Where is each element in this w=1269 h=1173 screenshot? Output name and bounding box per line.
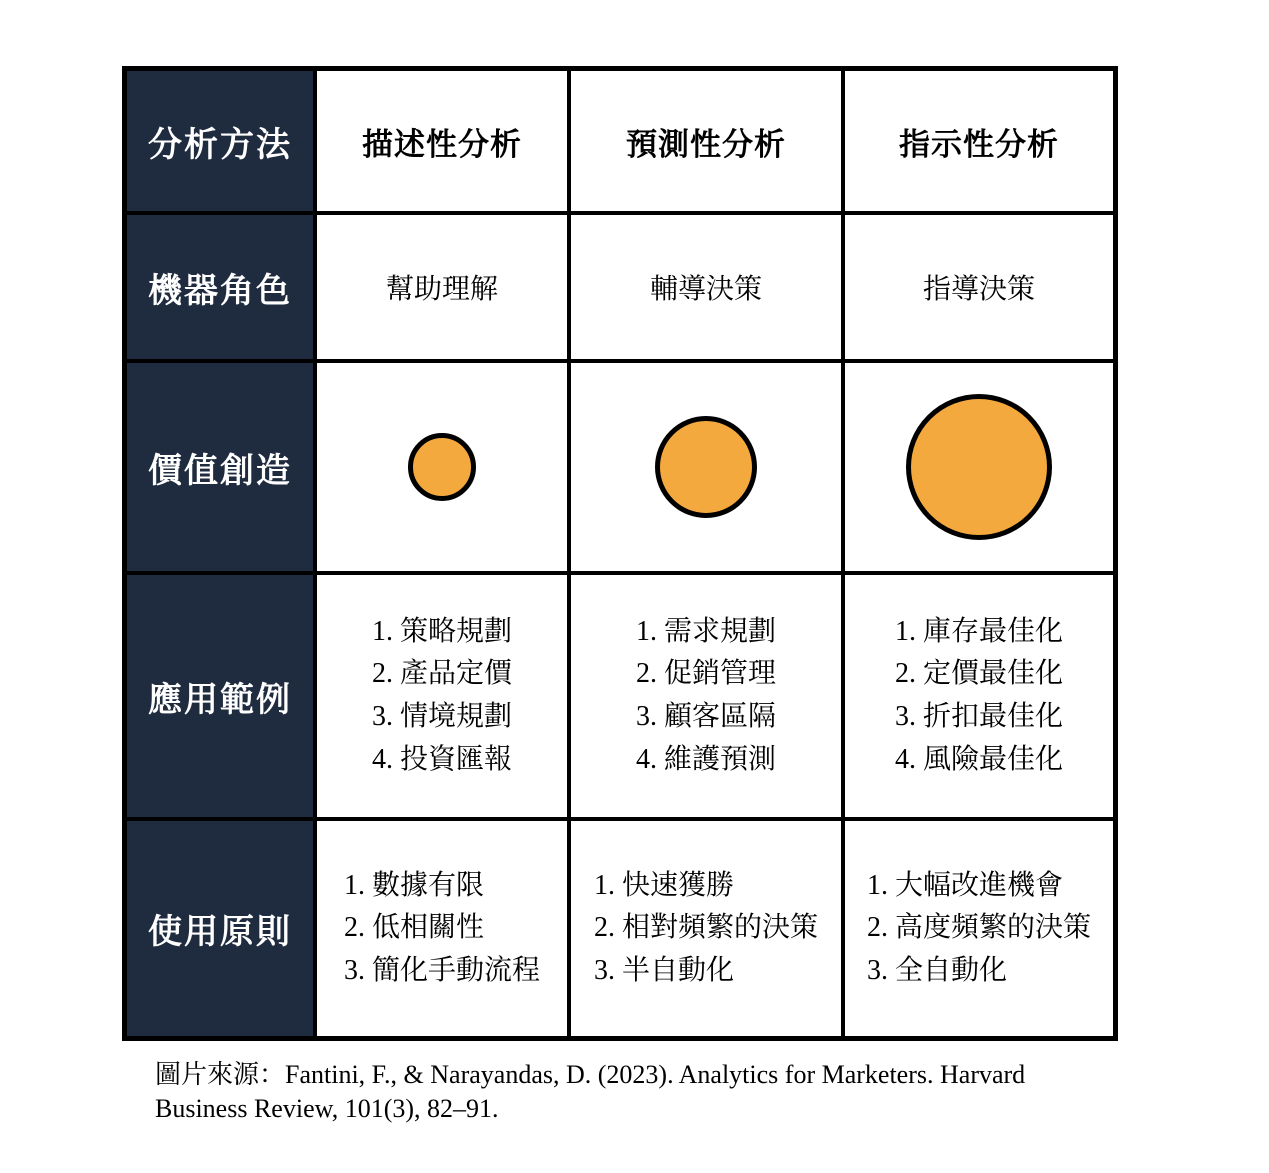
row-label-text: 應用範例	[148, 680, 292, 719]
principles-descriptive	[317, 821, 567, 1036]
machine-role-prescriptive	[845, 215, 1113, 359]
machine-role-predictive	[571, 215, 841, 359]
value-circle-medium	[655, 416, 757, 518]
column-header-predictive	[571, 71, 841, 211]
value-creation-prescriptive	[845, 363, 1113, 571]
column-header-text: 指示性分析	[899, 126, 1059, 162]
value-circle-large	[906, 394, 1052, 540]
applications-list: 1. 需求規劃 2. 促銷管理 3. 顧客區隔 4. 維護預測	[635, 615, 776, 775]
row-label-applications	[127, 575, 313, 817]
value-creation-descriptive	[317, 363, 567, 571]
column-header-prescriptive	[845, 71, 1113, 211]
applications-list: 1. 庫存最佳化 2. 定價最佳化 3. 折扣最佳化 4. 風險最佳化	[894, 615, 1063, 775]
machine-role-text: 輔導決策	[649, 274, 762, 305]
row-label-principles	[127, 821, 313, 1036]
applications-prescriptive	[845, 575, 1113, 817]
value-circle-small	[408, 433, 476, 501]
machine-role-text: 幫助理解	[385, 274, 498, 305]
applications-descriptive	[317, 575, 567, 817]
machine-role-descriptive	[317, 215, 567, 359]
machine-role-text: 指導決策	[922, 274, 1035, 305]
principles-prescriptive	[845, 821, 1113, 1036]
row-label-machine-role	[127, 215, 313, 359]
row-label-text: 分析方法	[148, 125, 292, 164]
value-creation-predictive	[571, 363, 841, 571]
column-header-text: 描述性分析	[362, 126, 522, 162]
column-header-descriptive	[317, 71, 567, 211]
row-label-text: 機器角色	[148, 271, 292, 310]
principles-list: 1. 快速獲勝 2. 相對頻繁的決策 3. 半自動化	[593, 869, 818, 986]
applications-list: 1. 策略規劃 2. 產品定價 3. 情境規劃 4. 投資匯報	[371, 615, 512, 775]
principles-list: 1. 大幅改進機會 2. 高度頻繁的決策 3. 全自動化	[866, 869, 1091, 986]
analytics-comparison-table	[122, 66, 1118, 1041]
row-label-analysis-method	[127, 71, 313, 211]
row-label-text: 使用原則	[148, 913, 292, 951]
column-header-text: 預測性分析	[626, 126, 786, 162]
applications-predictive	[571, 575, 841, 817]
image-source-citation: 圖片來源：Fantini, F., & Narayandas, D. (2023). Analytics for Marketers. Harvard Business Review, 101(3), 82–91.	[155, 1060, 1026, 1124]
row-label-text: 價值創造	[148, 451, 292, 490]
principles-list: 1. 數據有限 2. 低相關性 3. 簡化手動流程	[343, 869, 540, 986]
row-label-value-creation	[127, 363, 313, 571]
principles-predictive	[571, 821, 841, 1036]
